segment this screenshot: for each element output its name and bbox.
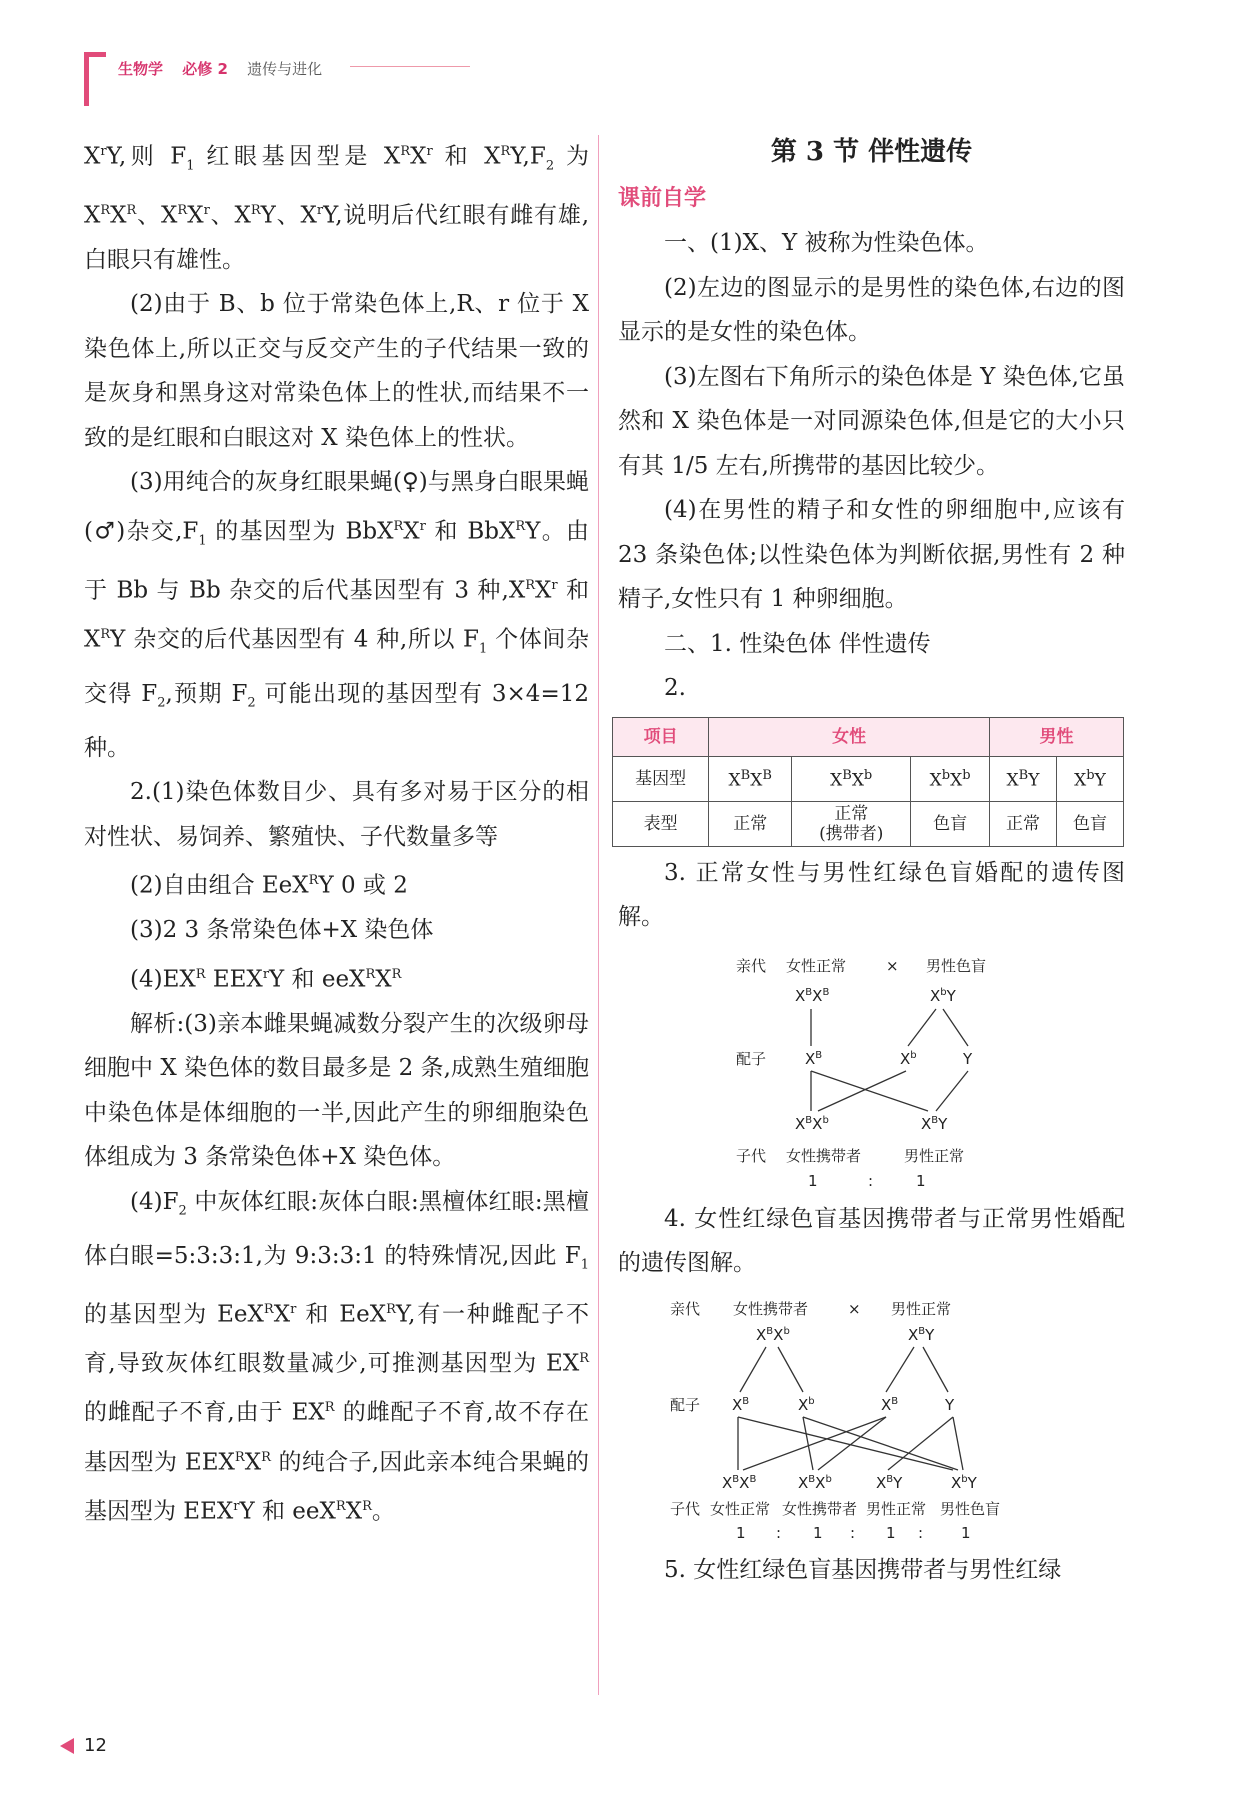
table-cell: 色盲 [911,801,990,846]
offspring: $X^BX^B$ [722,1473,757,1492]
gamete: $X^B$ [881,1395,899,1414]
gamete: Y [963,1049,973,1068]
gamete: $X^b$ [900,1049,917,1068]
page-number: 12 [60,1735,107,1756]
ratio: 1 [813,1523,823,1542]
ratio: 1 [916,1171,926,1190]
label-dad: 男性正常 [891,1299,952,1318]
table-cell: $X^BX^b$ [792,756,911,801]
left-para: $X^rY$,则 $F_1$ 红眼基因型是 $X^RX^r$ 和 $X^RY,F_2$ 为 $X^RX^R$、$X^RX^r$、$X^RY$、$X^rY$,说明后代红眼有雌有雄,白眼只有雄性。 [84,143,590,273]
right-para: (3)左图右下角所示的染色体是 Y 染色体,它虽然和 X 染色体是一对同源染色体,但是它的大小只有其 1/5 左右,所携带的基因比较少。 [618,363,1125,479]
ratio: 1 [886,1523,896,1542]
ratio: 1 [961,1523,971,1542]
label-child: 子代 [736,1146,767,1165]
table-cell: 表型 [613,801,709,846]
left-para: 2.(1)染色体数目少、具有多对易于区分的相对性状、易饲养、繁殖快、子代数量多等 [84,779,589,850]
right-para: 5. 女性红绿色盲基因携带者与男性红绿 [664,1556,1062,1583]
offspring: $X^bY$ [951,1473,977,1492]
right-para: 2. [664,675,686,701]
header-accent-bar [84,52,89,106]
offspring-label: 女性携带者 [786,1146,862,1165]
genotype: $X^bY$ [930,986,956,1005]
genotype: $X^BY$ [908,1325,935,1344]
cross-diagram-1 [618,946,1125,1191]
left-para: $(4)F_2$ 中灰体红眼:灰体白眼:黑檀体红眼:黑檀体白眼=5:3:3:1,为 9:3:3:1 的特殊情况,因此 $F_1$ 的基因型为 $EeX^RX^r$ 和 EeX$^R$Y,有一种雌配子不育,导致灰体红眼数量减少,可推测基因型为 $EX^R$ 的雌配子不育,由于 $EX^R$ 的雌配子不育,故不存在基因型为 $EEX^RX^R$ 的纯合子,因此亲本纯合果蝇的基因型为 EEX$^r$Y 和 $eeX^RX^R$。 [84,1188,590,1525]
offspring: $X^BX^b$ [798,1473,832,1492]
table-header: 女性 [709,717,990,756]
label-child: 子代 [670,1499,701,1518]
gamete: $X^b$ [798,1395,815,1414]
offspring-label: 男性正常 [904,1146,965,1165]
genotype: $X^BX^b$ [756,1325,790,1344]
pre-study-heading: 课前自学 [618,185,707,211]
page-arrow-icon [60,1738,74,1754]
left-para: (2)自由组合 EeX$^R$Y 0 或 2 [130,872,408,899]
table-cell: $X^bX^b$ [911,756,990,801]
genotype-table [612,717,1124,847]
label-dad: 男性色盲 [926,956,987,975]
header-accent-top [84,52,106,57]
left-para: (2)由于 B、b 位于常染色体上,R、r 位于 X 染色体上,所以正交与反交产生的子代结果一致的是灰身和黑身这对常染色体上的性状,而结果不一致的是红眼和白眼这对 X 染色体上的性状。 [84,291,589,451]
left-para: $(4)EX^R$ EEX$^r$Y 和 $eeX^RX^R$ [130,966,402,993]
gamete: Y [945,1395,955,1414]
table-header: 项目 [613,717,709,756]
left-para: (3)2 3 条常染色体+X 染色体 [130,917,434,944]
label-mom: 女性携带者 [733,1299,809,1318]
svg-text::: : [850,1523,856,1542]
left-column [84,130,589,1534]
right-para: (4)在男性的精子和女性的卵细胞中,应该有 23 条染色体;以性染色体为判断依据,男性有 2 种精子,女性只有 1 种卵细胞。 [618,497,1125,612]
header-book: 必修 2 [182,60,228,78]
table-cell: $X^bY$ [1056,756,1123,801]
table-cell: $X^BX^B$ [709,756,792,801]
table-cell: 色盲 [1056,801,1123,846]
label-gamete: 配子 [670,1395,701,1414]
table-cell: 正常 (携带者) [792,801,911,846]
offspring-label: 男性正常 [866,1499,927,1518]
offspring-label: 男性色盲 [940,1499,1001,1518]
ratio: : [868,1171,874,1190]
label-mom: 女性正常 [786,956,847,975]
header-rule [350,66,470,67]
right-para: 一、(1)X、Y 被称为性染色体。 [664,230,989,256]
ratio: 1 [736,1523,746,1542]
ratio: 1 [808,1171,818,1190]
label-parent: 亲代 [736,956,767,975]
left-para: 解析:(3)亲本雌果蝇减数分裂产生的次级卵母细胞中 X 染色体的数目最多是 2 条,成熟生殖细胞中染色体是体细胞的一半,因此产生的卵细胞染色体组成为 3 条常染色体+X 染色体。 [84,1010,589,1171]
column-divider [598,135,599,1695]
offspring-label: 女性携带者 [782,1499,858,1518]
label-gamete: 配子 [736,1049,767,1068]
table-header: 男性 [989,717,1123,756]
offspring: $X^BY$ [876,1473,903,1492]
section-title: 第 3 节 伴性遗传 [770,137,973,167]
table-cell: $X^BY$ [989,756,1056,801]
table-cell: 正常 [709,801,792,846]
cross-diagram-2 [618,1292,1125,1542]
right-para: 二、1. 性染色体 伴性遗传 [664,630,931,657]
right-para: 4. 女性红绿色盲基因携带者与正常男性婚配的遗传图解。 [618,1205,1125,1276]
svg-text::: : [918,1523,924,1542]
gamete: $X^B$ [732,1395,750,1414]
right-para: 3. 正常女性与男性红绿色盲婚配的遗传图解。 [618,859,1125,930]
label-cross: × [886,956,899,975]
svg-text::: : [776,1523,782,1542]
running-header [118,58,336,79]
left-para: (3)用纯合的灰身红眼果蝇(♀)与黑身白眼果蝇(♂)杂交$,F_1$ 的基因型为 $BbX^RX^r$ 和 BbX$^R$Y。由于 Bb 与 Bb 杂交的后代基因型有 3 种$,X^RX^r$ 和 $X^RY$ 杂交的后代基因型有 4 种,所以 $F_1$ 个体间杂交得 $F_2$,预期 $F_2$ 可能出现的基因型有 3×4=12 种。 [84,469,590,761]
label-parent: 亲代 [670,1299,701,1318]
header-subject: 生物学 [118,60,164,78]
header-chapter: 遗传与进化 [247,60,323,78]
table-cell: 正常 [989,801,1056,846]
offspring: $X^BY$ [921,1114,948,1133]
offspring: $X^BX^b$ [795,1114,829,1133]
table-cell: 基因型 [613,756,709,801]
right-column [618,130,1125,1592]
offspring-label: 女性正常 [710,1499,771,1518]
gamete: $X^B$ [805,1049,823,1068]
right-para: (2)左边的图显示的是男性的染色体,右边的图显示的是女性的染色体。 [618,274,1125,345]
label-cross: × [848,1299,861,1318]
genotype: $X^BX^B$ [795,986,830,1005]
